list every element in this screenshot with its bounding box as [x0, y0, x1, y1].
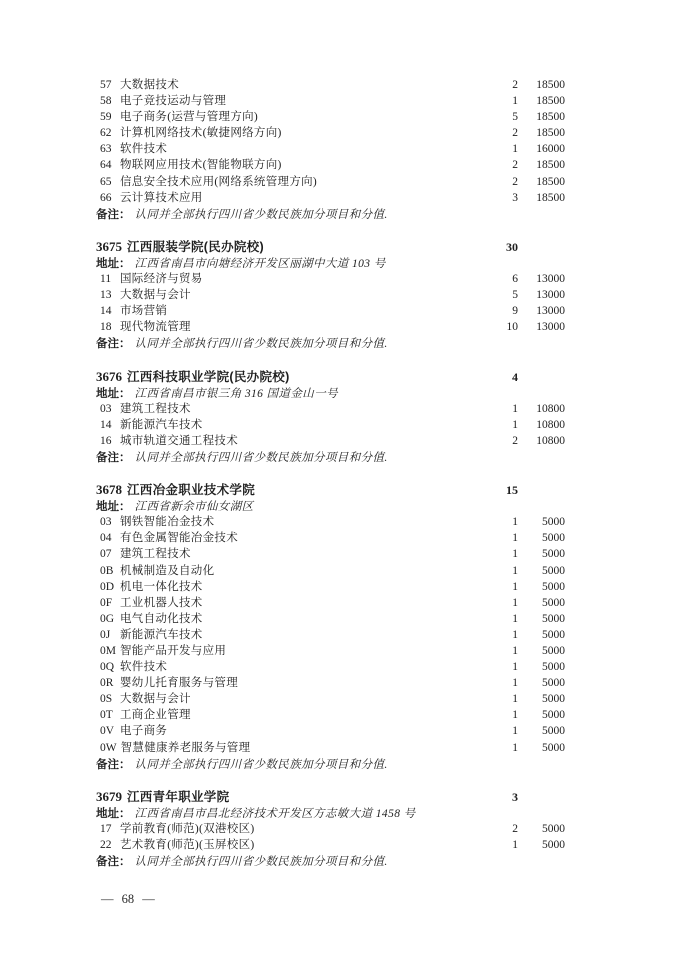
plan-count: 2 [512, 159, 518, 172]
note-label: 备注： [96, 208, 131, 221]
program-row [0, 433, 680, 449]
program-name: 大数据与会计 [120, 289, 191, 302]
program-code: 0G [100, 612, 115, 625]
tuition-fee: 5000 [542, 822, 565, 835]
plan-count: 1 [512, 725, 518, 738]
program-row [0, 707, 680, 723]
school-plan-total: 4 [512, 369, 518, 384]
program-row [0, 659, 680, 675]
program-code: 04 [100, 532, 112, 545]
plan-count: 1 [512, 645, 518, 657]
program-name: 信息安全技术应用(网络系统管理方向) [120, 175, 318, 188]
program-row [0, 837, 680, 853]
school-code: 3675 [96, 238, 122, 254]
program-name: 软件技术 [120, 661, 168, 674]
program-row [0, 417, 680, 433]
plan-count: 1 [512, 839, 518, 852]
tuition-fee: 5000 [542, 612, 565, 625]
address-row [0, 385, 680, 401]
plan-count: 10 [506, 321, 518, 334]
school-section [0, 482, 680, 772]
address-text: 江西省南昌市向塘经济开发区丽湖中大道 103 号 [134, 257, 386, 270]
note-label: 备注： [96, 856, 131, 869]
tuition-fee: 5000 [542, 628, 565, 641]
tuition-fee: 13000 [536, 321, 565, 334]
plan-count: 1 [512, 580, 518, 593]
plan-count: 2 [512, 79, 518, 91]
program-name: 婴幼儿托育服务与管理 [120, 677, 238, 690]
program-row [0, 157, 680, 173]
program-name: 机电一体化技术 [120, 580, 203, 593]
school-name: 江西冶金职业技术学院 [127, 483, 256, 498]
program-row [0, 514, 680, 530]
tuition-fee: 13000 [536, 273, 565, 286]
tuition-fee: 5000 [542, 548, 565, 561]
tuition-fee: 10800 [536, 434, 565, 447]
program-list [0, 271, 680, 335]
tuition-fee: 5000 [542, 564, 565, 577]
tuition-fee: 5000 [542, 677, 565, 690]
program-row [0, 141, 680, 157]
note-text: 认同并全部执行四川省少数民族加分项目和分值. [134, 758, 388, 771]
program-code: 0V [100, 725, 115, 738]
program-list [0, 821, 680, 853]
program-row [0, 303, 680, 319]
program-code: 16 [100, 434, 112, 447]
program-code: 57 [100, 79, 112, 91]
program-code: 07 [100, 548, 112, 561]
note-text: 认同并全部执行四川省少数民族加分项目和分值. [134, 208, 388, 221]
program-row [0, 190, 680, 206]
plan-count: 1 [512, 661, 518, 674]
plan-count: 1 [512, 143, 518, 156]
tuition-fee: 5000 [542, 741, 565, 754]
address-row [0, 805, 680, 821]
school-name: 江西青年职业学院 [127, 789, 230, 804]
tuition-fee: 5000 [542, 516, 565, 529]
program-row [0, 401, 680, 417]
program-name: 国际经济与贸易 [120, 273, 203, 286]
program-code: 64 [100, 159, 112, 172]
program-code: 63 [100, 143, 112, 156]
plan-count: 1 [512, 548, 518, 561]
program-code: 66 [100, 191, 112, 204]
program-row [0, 563, 680, 579]
address-label: 地址： [96, 257, 131, 270]
program-row [0, 530, 680, 546]
tuition-fee: 10800 [536, 402, 565, 415]
school-code: 3679 [96, 788, 122, 804]
plan-count: 1 [512, 95, 518, 108]
program-code: 22 [100, 839, 112, 852]
program-code: 03 [100, 402, 112, 415]
tuition-fee: 5000 [542, 725, 565, 738]
plan-count: 2 [512, 822, 518, 835]
program-row [0, 740, 680, 756]
program-name: 城市轨道交通工程技术 [120, 434, 238, 447]
tuition-fee: 16000 [536, 143, 565, 156]
address-label: 地址： [96, 387, 131, 400]
program-code: 0B [100, 564, 114, 577]
address-label: 地址： [96, 501, 131, 514]
tuition-fee: 5000 [542, 580, 565, 593]
program-name: 工业机器人技术 [120, 596, 203, 609]
tuition-fee: 18500 [536, 79, 565, 91]
school-code: 3676 [96, 368, 122, 384]
tuition-fee: 18500 [536, 95, 565, 108]
school-section [0, 789, 680, 869]
note-label: 备注： [96, 758, 131, 771]
page-number: — 68 — [101, 892, 155, 906]
program-name: 建筑工程技术 [120, 548, 191, 561]
plan-count: 2 [512, 175, 518, 188]
school-name: 江西服装学院(民办院校) [127, 239, 264, 254]
program-row [0, 77, 680, 93]
program-name: 艺术教育(师范)(玉屏校区) [120, 839, 255, 852]
program-row [0, 174, 680, 190]
program-list [0, 401, 680, 449]
program-name: 软件技术 [120, 143, 168, 156]
program-name: 现代物流管理 [120, 321, 191, 334]
plan-count: 1 [512, 402, 518, 415]
tuition-fee: 13000 [536, 305, 565, 318]
plan-count: 1 [512, 628, 518, 641]
school-section [0, 369, 680, 466]
program-row [0, 691, 680, 707]
plan-count: 1 [512, 516, 518, 529]
program-code: 0S [100, 693, 113, 706]
program-code: 17 [100, 822, 112, 835]
program-row [0, 675, 680, 691]
program-row [0, 546, 680, 562]
plan-count: 5 [512, 289, 518, 302]
address-text: 江西省南昌市银三角 316 国道金山一号 [134, 387, 338, 400]
program-name: 钢铁智能冶金技术 [120, 516, 215, 529]
tuition-fee: 5000 [542, 839, 565, 852]
program-row [0, 821, 680, 837]
note-row [0, 853, 680, 869]
program-name: 大数据技术 [120, 79, 179, 91]
tuition-fee: 18500 [536, 191, 565, 204]
program-row [0, 287, 680, 303]
program-code: 13 [100, 289, 112, 302]
program-row [0, 611, 680, 627]
note-row [0, 206, 680, 222]
program-row [0, 595, 680, 611]
program-code: 11 [100, 273, 112, 286]
plan-count: 1 [512, 564, 518, 577]
school-header [0, 789, 680, 805]
program-code: 0R [100, 677, 114, 690]
school-header [0, 369, 680, 385]
school-header [0, 239, 680, 255]
program-row [0, 643, 680, 659]
tuition-fee: 13000 [536, 289, 565, 302]
plan-count: 2 [512, 434, 518, 447]
school-plan-total: 3 [512, 789, 518, 804]
plan-count: 1 [512, 741, 518, 754]
note-row [0, 756, 680, 772]
program-code: 0J [100, 628, 111, 641]
plan-count: 1 [512, 596, 518, 609]
address-text: 江西省新余市仙女湖区 [134, 501, 254, 514]
program-code: 0W [100, 741, 117, 754]
program-name: 市场营销 [120, 305, 168, 318]
note-label: 备注： [96, 451, 131, 464]
program-row [0, 627, 680, 643]
note-text: 认同并全部执行四川省少数民族加分项目和分值. [134, 856, 388, 869]
program-code: 62 [100, 127, 112, 140]
program-row [0, 125, 680, 141]
plan-count: 3 [512, 191, 518, 204]
program-name: 电子商务 [120, 725, 168, 738]
plan-count: 5 [512, 111, 518, 124]
program-code: 18 [100, 321, 112, 334]
program-name: 电气自动化技术 [120, 612, 203, 625]
plan-count: 1 [512, 612, 518, 625]
program-name: 电子竞技运动与管理 [120, 95, 227, 108]
program-row [0, 109, 680, 125]
school-code: 3678 [96, 482, 122, 498]
school-section-continued [0, 77, 680, 222]
program-row [0, 319, 680, 335]
program-name: 学前教育(师范)(双港校区) [120, 822, 255, 835]
program-name: 新能源汽车技术 [120, 418, 203, 431]
tuition-fee: 18500 [536, 159, 565, 172]
program-name: 有色金属智能冶金技术 [120, 532, 238, 545]
program-code: 03 [100, 516, 112, 529]
program-name: 云计算技术应用 [120, 191, 203, 204]
plan-count: 9 [512, 305, 518, 318]
tuition-fee: 18500 [536, 111, 565, 124]
plan-count: 1 [512, 693, 518, 706]
school-header [0, 482, 680, 498]
program-code: 0Q [100, 661, 115, 674]
program-name: 工商企业管理 [120, 709, 191, 722]
program-name: 新能源汽车技术 [120, 628, 203, 641]
tuition-fee: 18500 [536, 127, 565, 140]
address-label: 地址： [96, 807, 131, 820]
program-name: 智能产品开发与应用 [120, 645, 227, 657]
program-name: 建筑工程技术 [120, 402, 191, 415]
page-content [0, 77, 680, 869]
program-row [0, 723, 680, 739]
address-text: 江西省南昌市昌北经济技术开发区方志敏大道 1458 号 [134, 807, 416, 820]
program-code: 58 [100, 95, 112, 108]
note-text: 认同并全部执行四川省少数民族加分项目和分值. [134, 338, 388, 351]
school-name: 江西科技职业学院(民办院校) [127, 369, 290, 384]
program-name: 智慧健康养老服务与管理 [120, 741, 251, 754]
tuition-fee: 5000 [542, 709, 565, 722]
tuition-fee: 5000 [542, 645, 565, 657]
tuition-fee: 5000 [542, 532, 565, 545]
program-row [0, 271, 680, 287]
tuition-fee: 5000 [542, 693, 565, 706]
plan-count: 2 [512, 127, 518, 140]
program-name: 机械制造及自动化 [120, 564, 215, 577]
program-list [0, 514, 680, 755]
note-row [0, 335, 680, 351]
tuition-fee: 10800 [536, 418, 565, 431]
plan-count: 6 [512, 273, 518, 286]
program-code: 14 [100, 305, 112, 318]
program-code: 65 [100, 175, 112, 188]
program-name: 电子商务(运营与管理方向) [120, 111, 259, 124]
program-code: 0M [100, 645, 116, 657]
plan-count: 1 [512, 418, 518, 431]
program-code: 14 [100, 418, 112, 431]
tuition-fee: 18500 [536, 175, 565, 188]
tuition-fee: 5000 [542, 661, 565, 674]
school-section [0, 239, 680, 352]
plan-count: 1 [512, 709, 518, 722]
program-code: 0D [100, 580, 115, 593]
program-row [0, 579, 680, 595]
note-text: 认同并全部执行四川省少数民族加分项目和分值. [134, 451, 388, 464]
program-row [0, 93, 680, 109]
address-row [0, 255, 680, 271]
address-row [0, 498, 680, 514]
note-row [0, 449, 680, 465]
tuition-fee: 5000 [542, 596, 565, 609]
program-name: 计算机网络技术(敏捷网络方向) [120, 127, 282, 140]
program-code: 59 [100, 111, 112, 124]
program-code: 0F [100, 596, 113, 609]
program-name: 大数据与会计 [120, 693, 191, 706]
program-code: 0T [100, 709, 113, 722]
plan-count: 1 [512, 677, 518, 690]
school-plan-total: 15 [506, 483, 518, 498]
program-list [0, 77, 680, 206]
program-name: 物联网应用技术(智能物联方向) [120, 159, 282, 172]
plan-count: 1 [512, 532, 518, 545]
note-label: 备注： [96, 338, 131, 351]
school-plan-total: 30 [506, 239, 518, 254]
